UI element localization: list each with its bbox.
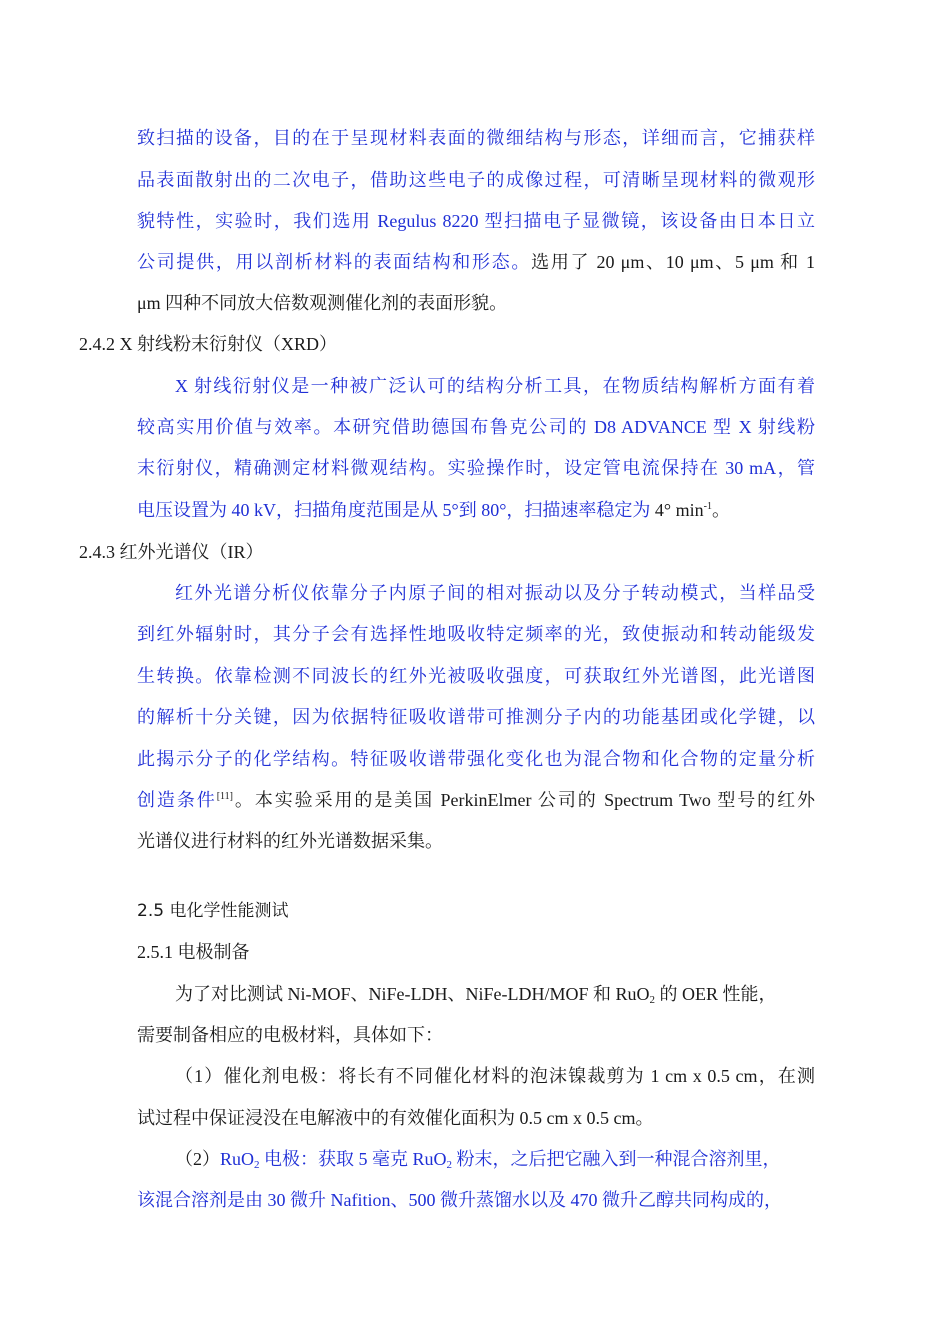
xrd-line-1: X 射线衍射仪是一种被广泛认可的结构分析工具，在物质结构解析方面有着 xyxy=(175,376,815,396)
ir-line-6-blue: 创造条件 xyxy=(137,790,217,810)
echem-p1-line-1-sub: 2 xyxy=(649,994,656,1006)
ir-line-6-dark: 。本实验采用的是美国 PerkinElmer 公司的 Spectrum Two 型号的红外 xyxy=(232,790,816,810)
ir-line-4: 的解析十分关键，因为依据特征吸收谱带可推测分子内的功能基团或化学键，以 xyxy=(137,707,815,727)
xrd-line-4 xyxy=(137,498,730,522)
sem-line-2: 品表面散射出的二次电子，借助这些电子的成像过程，可清晰呈现材料的微观形 xyxy=(137,170,815,190)
echem-p1-line-1 xyxy=(175,982,777,1006)
echem-p1-line-2: 需要制备相应的电极材料，具体如下： xyxy=(137,1025,443,1045)
sem-line-3: 貌特性，实验时，我们选用 Regulus 8220 型扫描电子显微镜，该设备由日本日立 xyxy=(137,211,815,231)
item2-line-1 xyxy=(175,1147,781,1171)
sem-line-5: μm 四种不同放大倍数观测催化剂的表面形貌。 xyxy=(137,293,508,313)
item2-c: 粉末，之后把它融入到一种混合溶剂里， xyxy=(452,1149,781,1169)
sem-line-1: 致扫描的设备，目的在于呈现材料表面的微细结构与形态，详细而言，它捕获样 xyxy=(137,128,815,148)
citation-11: [11] xyxy=(216,791,233,802)
sem-line-4 xyxy=(137,250,815,274)
xrd-line-3: 末衍射仪，精确测定材料微观结构。实验操作时，设定管电流保持在 30 mA，管 xyxy=(137,458,815,478)
item1-line-2: 试过程中保证浸没在电解液中的有效催化面积为 0.5 cm x 0.5 cm。 xyxy=(137,1108,654,1128)
item2-prefix: （2） xyxy=(175,1149,220,1169)
electrode-subheading: 2.5.1 电极制备 xyxy=(137,942,250,962)
sem-line-4-dark: 选用了 20 μm、10 μm、5 μm 和 1 xyxy=(531,252,815,272)
xrd-line-2: 较高实用价值与效率。本研究借助德国布鲁克公司的 D8 ADVANCE 型 X 射线粉 xyxy=(137,417,815,437)
sem-line-4-blue: 公司提供，用以剖析材料的表面结构和形态。 xyxy=(137,252,532,272)
xrd-line-4-dark: 4° min xyxy=(650,500,704,520)
ir-line-1: 红外光谱分析仪依靠分子内原子间的相对振动以及分子转动模式，当样品受 xyxy=(175,583,815,603)
item2-sub-2: 2 xyxy=(446,1159,453,1171)
ir-heading: 2.4.3 红外光谱仪（IR） xyxy=(79,542,264,562)
ir-line-5: 此揭示分子的化学结构。特征吸收谱带强化变化也为混合物和化合物的定量分析 xyxy=(137,749,815,769)
item2-line-2: 该混合溶剂是由 30 微升 Nafition、500 微升蒸馏水以及 470 微升乙醇共同构成的， xyxy=(137,1190,782,1210)
item2-sub-1: 2 xyxy=(254,1159,260,1171)
echem-p1-line-1-b: 的 OER 性能， xyxy=(655,984,777,1004)
xrd-heading: 2.4.2 X 射线粉末衍射仪（XRD） xyxy=(79,334,338,354)
ir-line-2: 到红外辐射时，其分子会有选择性地吸收特定频率的光，致使振动和转动能级发 xyxy=(137,624,815,644)
echem-heading: 2.5 电化学性能测试 xyxy=(137,901,289,921)
item1-line-1: （1）催化剂电极：将长有不同催化材料的泡沫镍裁剪为 1 cm x 0.5 cm，在测 xyxy=(175,1066,815,1086)
xrd-line-4-sup: -1 xyxy=(703,501,712,512)
ir-line-6 xyxy=(137,788,815,812)
xrd-line-4-blue: 电压设置为 40 kV，扫描角度范围是从 5°到 80°，扫描速率稳定为 xyxy=(137,500,651,520)
ir-line-7: 光谱仪进行材料的红外光谱数据采集。 xyxy=(137,831,443,851)
item2-b: 电极：获取 5 毫克 RuO xyxy=(259,1149,447,1169)
xrd-line-4-end: 。 xyxy=(711,500,730,520)
echem-p1-line-1-a: 为了对比测试 Ni-MOF、NiFe-LDH、NiFe-LDH/MOF 和 RuO xyxy=(175,984,650,1004)
ir-line-3: 生转换。依靠检测不同波长的红外光被吸收强度，可获取红外光谱图，此光谱图 xyxy=(137,666,815,686)
item2-a: RuO xyxy=(220,1149,255,1169)
